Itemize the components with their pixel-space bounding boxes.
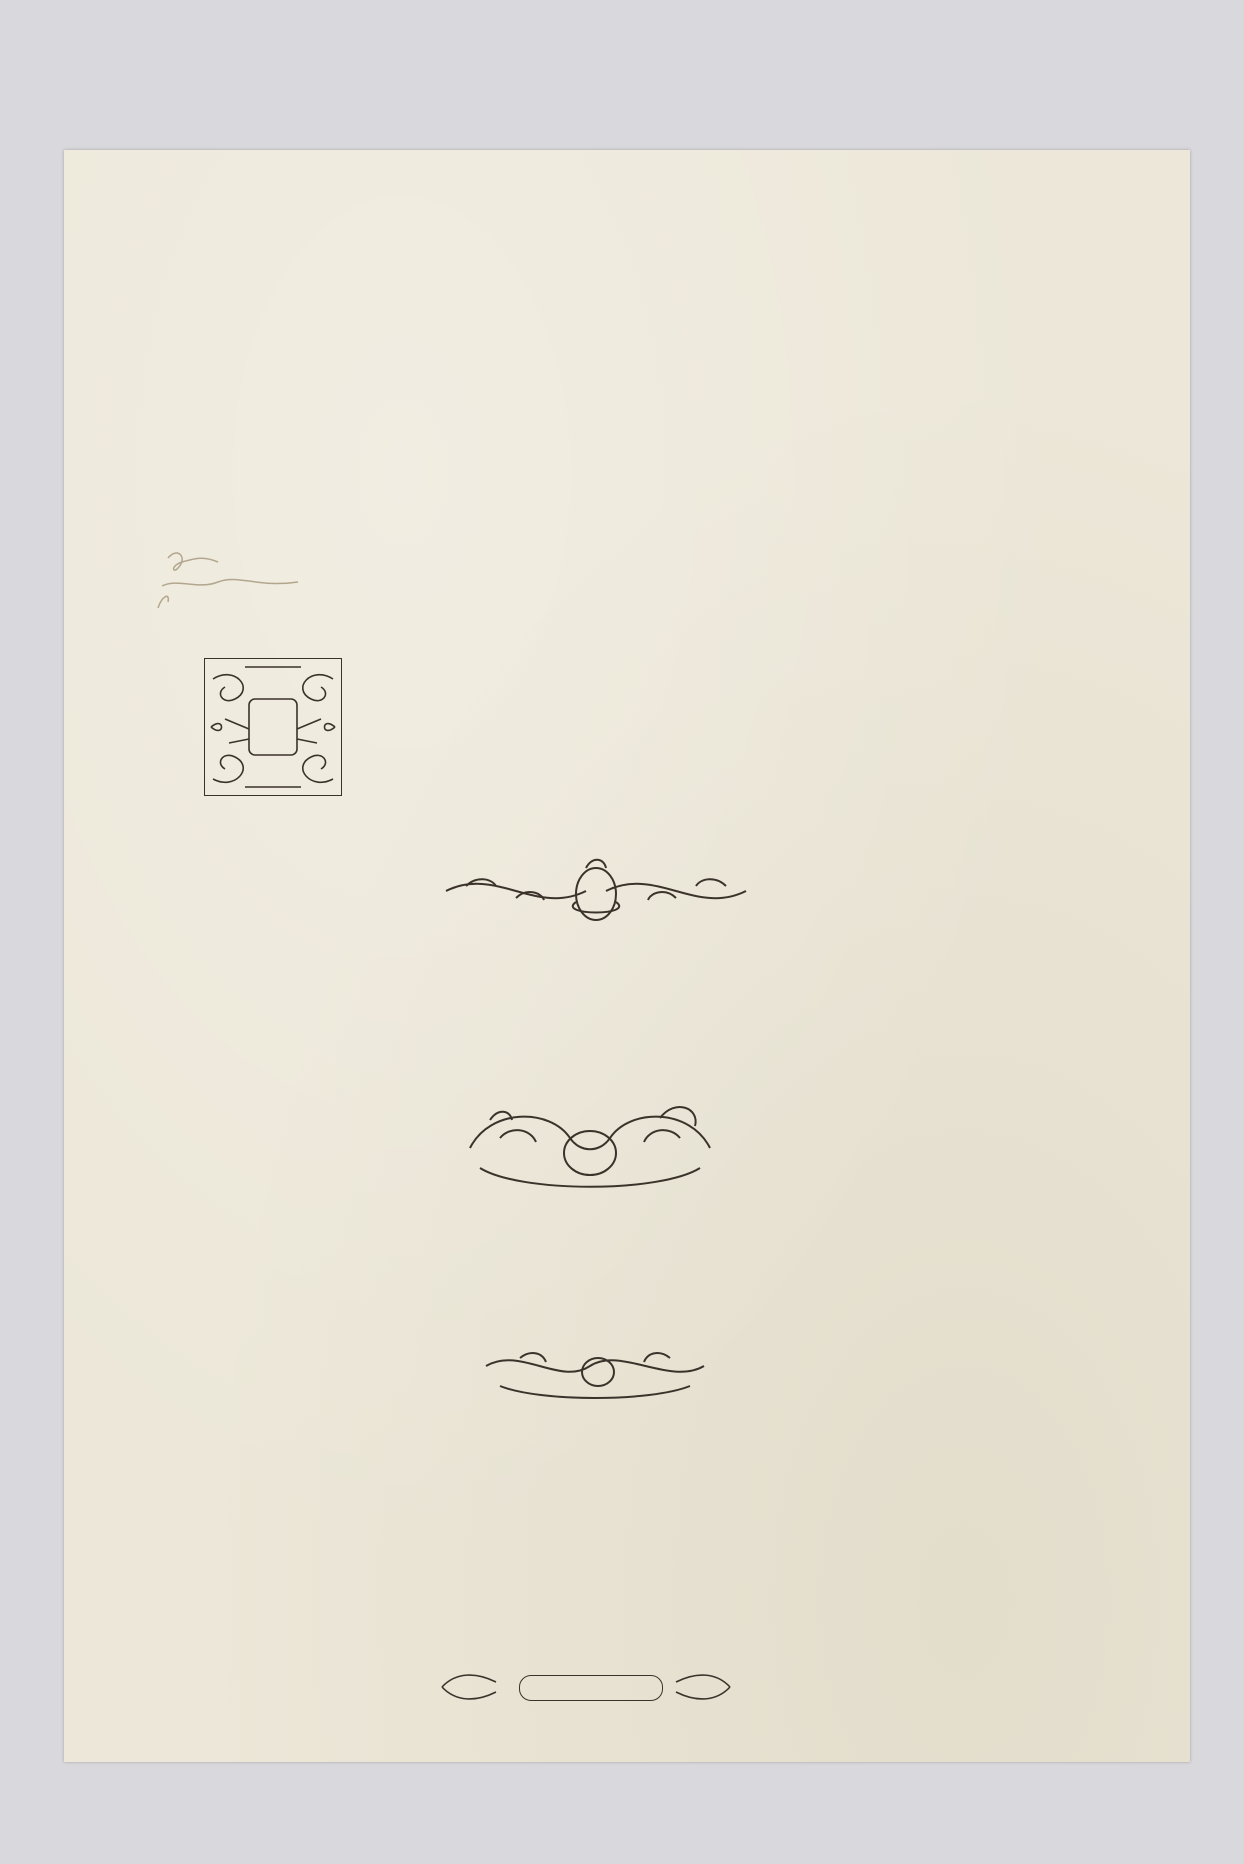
bird-foliage-ornament-icon: [436, 846, 756, 936]
floral-initial-ornament-icon: [205, 659, 341, 795]
broadsheet-page: [64, 150, 1190, 1762]
small-bird-ornament-icon: [480, 1336, 710, 1406]
cartouche-ornament-icon: [460, 1098, 720, 1198]
printer-imprint: [519, 1675, 663, 1701]
decorated-initial: [204, 658, 342, 796]
handwritten-annotation-icon: [148, 538, 318, 618]
